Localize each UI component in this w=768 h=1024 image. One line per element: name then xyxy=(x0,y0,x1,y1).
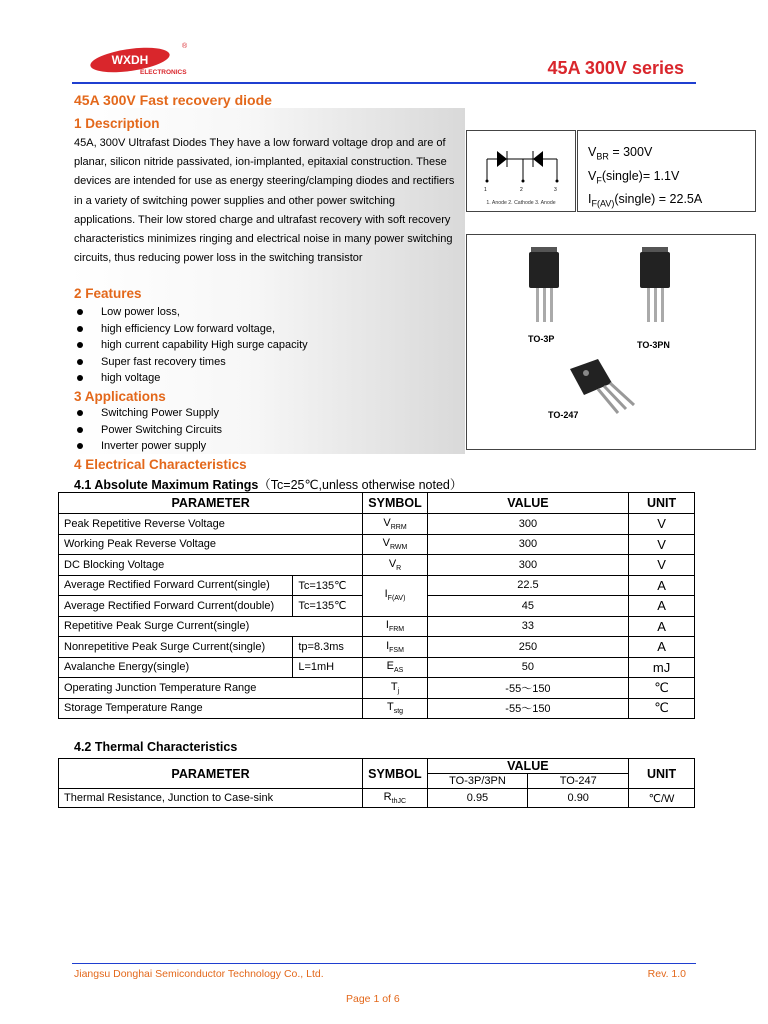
pin-caption: 1. Anode 2. Cathode 3. Anode xyxy=(486,200,556,206)
header-value: VALUE xyxy=(427,759,629,774)
header-value: VALUE xyxy=(427,493,628,514)
footer-rule xyxy=(72,963,696,964)
label-to3p: TO-3P xyxy=(528,334,555,344)
list-item: Super fast recovery times xyxy=(74,354,454,371)
table-row: Working Peak Reverse Voltage $V_{RWM}$ 300 V xyxy=(59,534,695,555)
header-parameter: PARAMETER xyxy=(59,493,363,514)
spec-vbr: $V_{BR} = 300V$ xyxy=(588,145,653,162)
table-row: Nonrepetitive Peak Surge Current(single) tp=8.3ms $I_{FSM}$ 250 A xyxy=(59,637,695,658)
pin-label-2: 2 xyxy=(520,187,523,193)
list-item: Power Switching Circuits xyxy=(74,422,454,439)
table-row: Average Rectified Forward Current(double) Tc=135℃ 45 A xyxy=(59,596,695,617)
footer-company: Jiangsu Donghai Semiconductor Technology Co., Ltd. xyxy=(74,968,324,980)
document-title: 45A 300V Fast recovery diode xyxy=(74,92,272,108)
label-to3pn: TO-3PN xyxy=(637,340,670,350)
table-header-row xyxy=(59,493,695,514)
thermal-title: 4.2 Thermal Characteristics xyxy=(74,740,238,754)
logo-subtext: ELECTRONICS xyxy=(140,69,187,76)
header-unit: UNIT xyxy=(629,759,695,789)
series-title: 45A 300V series xyxy=(547,58,684,78)
list-item: Inverter power supply xyxy=(74,438,454,455)
header-pkg-to247: TO-247 xyxy=(528,774,629,789)
circuit-diagram-box xyxy=(466,130,576,212)
list-item: Low power loss, xyxy=(74,304,454,321)
spec-vf: $V_F(single)= 1.1V$ xyxy=(588,169,680,186)
table-row: Average Rectified Forward Current(single) Tc=135℃ $I_{F(AV)}$ 22.5 A xyxy=(59,575,695,596)
to3p-package-image xyxy=(525,245,565,330)
pin-label-3: 3 xyxy=(554,187,557,193)
table-row: Storage Temperature Range $T_{stg}$ -55～150 ℃ xyxy=(59,698,695,719)
header-symbol: SYMBOL xyxy=(363,493,427,514)
table-row: Repetitive Peak Surge Current(single) $I_{FRM}$ 33 A xyxy=(59,616,695,637)
footer-page-number: Page 1 of 6 xyxy=(346,993,400,1005)
company-logo xyxy=(88,40,188,80)
logo-text: WXDH xyxy=(111,53,149,67)
list-item: high voltage xyxy=(74,370,454,387)
thermal-table xyxy=(58,758,695,808)
applications-list xyxy=(74,405,454,455)
table-row: Thermal Resistance, Junction to Case-sink $R_{thJC}$ 0.95 0.90 ℃/W xyxy=(59,789,695,808)
table-row: DC Blocking Voltage $V_R$ 300 V xyxy=(59,555,695,576)
abs-max-table xyxy=(58,492,695,719)
header-unit: UNIT xyxy=(629,493,695,514)
electrical-heading: 4 Electrical Characteristics xyxy=(74,457,247,472)
pin-label-1: 1 xyxy=(484,187,487,193)
header-pkg-to3p: TO-3P/3PN xyxy=(427,774,528,789)
diode-schematic xyxy=(467,131,575,211)
svg-text:®: ® xyxy=(182,43,188,50)
table-header-row xyxy=(59,759,695,774)
abs-max-title: 4.1 Absolute Maximum Ratings（Tc=25℃,unless otherwise noted） xyxy=(74,478,463,492)
footer-revision: Rev. 1.0 xyxy=(647,968,686,980)
description-text: 45A, 300V Ultrafast Diodes They have a low forward voltage drop and are of planar, silicon nitride passivated, ion-implanted, epitaxial construction. These devices are intended for use as energy steering/clamping diodes and rectifiers in a variety of switching power supplies and other power switching applications. Their low stored charge and ultrafast recovery with soft recovery characteristics minimizes ringing and electrical noise in many power switching circuits, thus reducing power loss in the switching transistor xyxy=(74,137,455,265)
list-item: high efficiency Low forward voltage, xyxy=(74,321,454,338)
table-row: Operating Junction Temperature Range $T_j$ -55～150 ℃ xyxy=(59,678,695,699)
label-to247: TO-247 xyxy=(548,410,579,420)
list-item: Switching Power Supply xyxy=(74,405,454,422)
header-symbol: SYMBOL xyxy=(363,759,427,789)
features-heading: 2 Features xyxy=(74,286,142,301)
header-rule xyxy=(72,82,696,84)
features-list xyxy=(74,304,454,387)
to3pn-package-image xyxy=(636,245,676,330)
header-parameter: PARAMETER xyxy=(59,759,363,789)
description-heading: 1 Description xyxy=(74,116,160,131)
spec-if: $I_{F(AV)}(single) = 22.5A$ xyxy=(588,192,703,209)
list-item: high current capability High surge capacity xyxy=(74,337,454,354)
table-row: Avalanche Energy(single) L=1mH $E_{AS}$ 50 mJ xyxy=(59,657,695,678)
applications-heading: 3 Applications xyxy=(74,389,166,404)
table-row: Peak Repetitive Reverse Voltage $V_{RRM}$ 300 V xyxy=(59,514,695,535)
